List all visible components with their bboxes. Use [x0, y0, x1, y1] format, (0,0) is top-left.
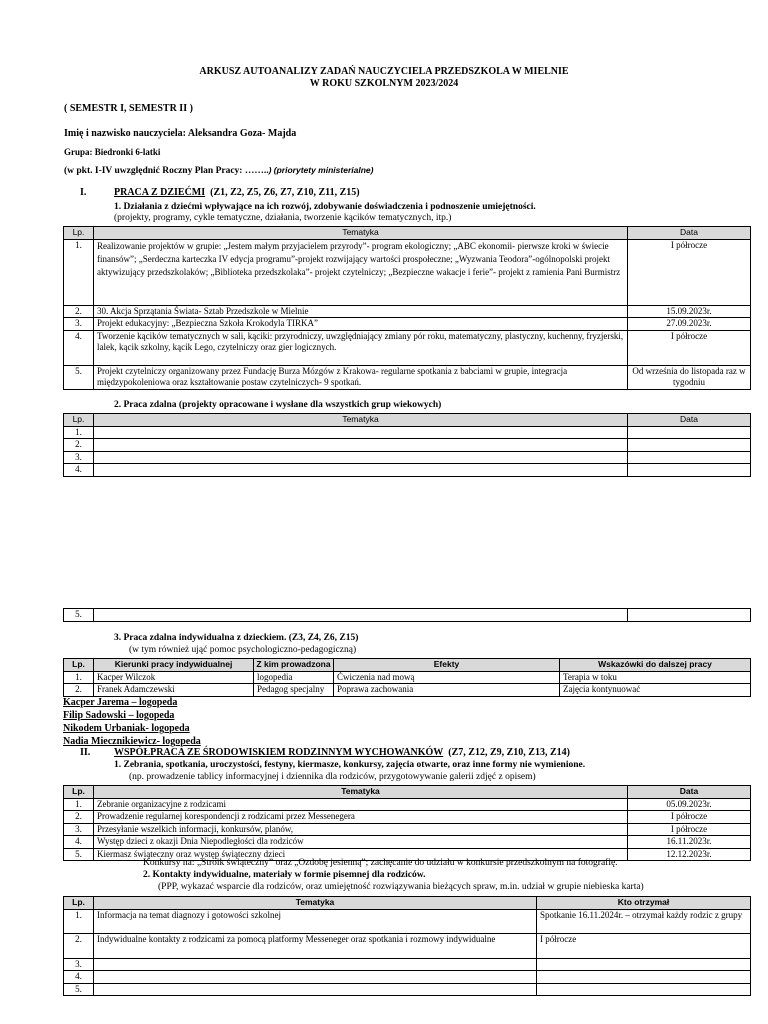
header-lp: Lp.: [64, 659, 94, 672]
section2-sub2-hint: (PPP, wykazać wsparcie dla rodziców, oraz umiejętność rozwiązywania bieżących spraw, m.in. udział w grupie niebieska karta): [158, 882, 644, 892]
document-title-line2: W ROKU SZKOLNYM 2023/2024: [309, 78, 459, 89]
row-with: logopedia: [254, 671, 334, 684]
section2-heading: [114, 747, 570, 759]
table-row: [64, 983, 751, 996]
section1-title: PRACA Z DZIEĆMI: [114, 187, 206, 198]
row-lp: 2.: [64, 933, 94, 958]
table-row: [64, 958, 751, 971]
table-row: [64, 811, 751, 824]
row-topic: 30. Akcja Sprzątania Świata- Sztab Przedszkole w Mielnie: [94, 305, 628, 318]
row-lp: 3.: [64, 823, 94, 836]
section1-codes: (Z1, Z2, Z5, Z6, Z7, Z10, Z11, Z15): [210, 187, 360, 198]
section1-sub2-title: 2. Praca zdalna (projekty opracowane i wysłane dla wszystkich grup wiekowych): [114, 400, 442, 410]
semester-label: ( SEMESTR I, SEMESTR II ): [64, 103, 193, 114]
row-date: I półrocze: [628, 811, 751, 824]
row-lp: 3.: [64, 318, 94, 331]
section1-sub1-hint: (projekty, programy, cykle tematyczne, działania, tworzenie kącików tematycznych, itp.): [114, 213, 452, 223]
table-header-row: [64, 227, 751, 240]
row-lp: 2.: [64, 305, 94, 318]
row-date: I półrocze: [628, 330, 751, 365]
row-topic: Zebranie organizacyjne z rodzicami: [94, 798, 628, 811]
row-date: [628, 426, 751, 439]
header-effects: Efekty: [334, 659, 560, 672]
row-lp: 4.: [64, 330, 94, 365]
row-lp: 1.: [64, 798, 94, 811]
row-date: [628, 451, 751, 464]
section2-table2: [63, 896, 751, 996]
row-lp: 5.: [64, 365, 94, 389]
table-row: [64, 933, 751, 958]
row-topic: [94, 451, 628, 464]
section1-table2-continued: [63, 608, 751, 622]
table-header-row: [64, 414, 751, 427]
table-row: [64, 971, 751, 984]
table-header-row: [64, 786, 751, 799]
speech-list-item: Nikodem Urbaniak- logopeda: [63, 723, 190, 734]
row-tips: Terapia w toku: [560, 671, 751, 684]
header-with-whom: Z kim prowadzona: [254, 659, 334, 672]
section2-title: WSPÓŁPRACA ZE ŚRODOWISKIEM RODZINNYM WYCHOWANKÓW: [114, 747, 444, 758]
row-date: 27.09.2023r.: [628, 318, 751, 331]
header-topic: Tematyka: [94, 227, 628, 240]
row-lp: 4.: [64, 464, 94, 477]
plan-note-bold: (w pkt. I-IV uwzględnić Roczny Plan Pracy: ……..: [64, 166, 269, 176]
section1-sub1-title: 1. Działania z dziećmi wpływające na ich rozwój, zdobywanie doświadczenia i podnoszenie umiejętności.: [114, 202, 536, 212]
row-topic: [94, 464, 628, 477]
row-topic: Tworzenie kącików tematycznych w sali, kąciki: przyrodniczy, uwzględniający zmiany pór roku, matematyczny, plastyczny, kuchenny, fryzjerski, lalek, kącik szkolny, kącik Lego, czytelniczy oraz gier logicznych.: [94, 330, 628, 365]
table-row: [64, 609, 751, 622]
section2-table1: [63, 785, 751, 861]
table-row: [64, 671, 751, 684]
row-lp: 1.: [64, 671, 94, 684]
header-lp: Lp.: [64, 227, 94, 240]
section1-sub3-title: 3. Praca zdalna indywidualna z dzieckiem. (Z3, Z4, Z6, Z15): [114, 633, 359, 643]
row-topic: [94, 426, 628, 439]
table-row: [64, 305, 751, 318]
row-date: [628, 609, 751, 622]
row-date: [628, 464, 751, 477]
row-lp: 1.: [64, 909, 94, 933]
row-effects: Poprawa zachowania: [334, 684, 560, 697]
row-recipient: [537, 971, 751, 984]
header-date: Data: [628, 786, 751, 799]
table-header-row: [64, 897, 751, 910]
header-lp: Lp.: [64, 414, 94, 427]
document-title-line1: ARKUSZ AUTOANALIZY ZADAŃ NAUCZYCIELA PRZEDSZKOLA W MIELNIE: [199, 66, 569, 77]
row-recipient: [537, 958, 751, 971]
row-lp: 3.: [64, 451, 94, 464]
table-row: [64, 464, 751, 477]
row-topic: Przesyłanie wszelkich informacji, konkursów, planów,: [94, 823, 628, 836]
row-topic: Projekt czytelniczy organizowany przez Fundację Burza Mózgów z Krakowa- regularne spotkania z babciami w grupie, integracja międzypokoleniowa oraz kształtowanie postaw czytelniczych- 9 spotkań.: [94, 365, 628, 389]
table-row: [64, 451, 751, 464]
row-topic: [94, 439, 628, 452]
table-row: [64, 330, 751, 365]
header-tips: Wskazówki do dalszej pracy: [560, 659, 751, 672]
row-topic: Występ dzieci z okazji Dnia Niepodległości dla rodziców: [94, 836, 628, 849]
row-with: Pedagog specjalny: [254, 684, 334, 697]
plan-note-italic: ) (priorytety ministerialne): [268, 165, 374, 175]
header-topic: Tematyka: [94, 786, 628, 799]
table-row: [64, 823, 751, 836]
row-date: 16.11.2023r.: [628, 836, 751, 849]
row-topic: [94, 971, 537, 984]
table-row: [64, 318, 751, 331]
table-row: [64, 426, 751, 439]
header-direction: Kierunki pracy indywidualnej: [94, 659, 254, 672]
row-lp: 5.: [64, 983, 94, 996]
row-name: Kacper Wilczok: [94, 671, 254, 684]
row-topic: Projekt edukacyjny: „Bezpieczna Szkoła Krokodyla TIRKA”: [94, 318, 628, 331]
speech-list-item: Filip Sadowski – logopeda: [63, 710, 175, 721]
teacher-name: Imię i nazwisko nauczyciela: Aleksandra Goza- Majda: [64, 128, 297, 139]
row-lp: 1.: [64, 239, 94, 305]
row-tips: Zajęcia kontynuować: [560, 684, 751, 697]
row-date: I półrocze: [628, 239, 751, 305]
speech-list-item: Nadia Miecznikiewicz- logopeda: [63, 736, 201, 747]
row-lp: 5.: [64, 609, 94, 622]
row-date: 15.09.2023r.: [628, 305, 751, 318]
row-recipient: [537, 983, 751, 996]
row-effects: Ćwiczenia nad mową: [334, 671, 560, 684]
table-row: [64, 909, 751, 933]
row-date: 12.12.2023r.: [628, 848, 751, 861]
section2-sub1-hint: (np. prowadzenie tablicy informacyjnej i dziennika dla rodziców, przygotowywanie galerii zdjęć z opisem): [129, 772, 536, 782]
plan-note: [64, 165, 373, 177]
section2-sub1-title: 1. Zebrania, spotkania, uroczystości, festyny, kiermasze, konkursy, zajęcia otwarte, oraz inne formy nie wymienione.: [114, 760, 586, 770]
row-lp: 4.: [64, 836, 94, 849]
row-topic: [94, 958, 537, 971]
row-date: Od września do listopada raz w tygodniu: [628, 365, 751, 389]
table-row: [64, 365, 751, 389]
row-date: 05.09.2023r.: [628, 798, 751, 811]
row-lp: 1.: [64, 426, 94, 439]
row-date: [628, 439, 751, 452]
section2-sub2-title: 2. Kontakty indywidualne, materiały w formie pisemnej dla rodziców.: [143, 870, 426, 880]
row-lp: 2.: [64, 811, 94, 824]
table-row: [64, 439, 751, 452]
row-lp: 3.: [64, 958, 94, 971]
section1-heading: [114, 187, 360, 199]
section1-numeral: I.: [80, 187, 87, 198]
row-topic: Indywidualne kontakty z rodzicami za pomocą platformy Messeneger oraz spotkania i rozmowy indywidualne: [94, 933, 537, 958]
table-row: [64, 684, 751, 697]
row-topic: Informacja na temat diagnozy i gotowości szkolnej: [94, 909, 537, 933]
row-lp: 2.: [64, 684, 94, 697]
header-topic: Tematyka: [94, 414, 628, 427]
table-header-row: [64, 659, 751, 672]
header-date: Data: [628, 227, 751, 240]
table-row: [64, 798, 751, 811]
section1-table2: [63, 413, 751, 477]
table-row: [64, 239, 751, 305]
header-lp: Lp.: [64, 786, 94, 799]
table-row: [64, 836, 751, 849]
row-topic: [94, 983, 537, 996]
section1-table3: [63, 658, 751, 697]
section2-numeral: II.: [80, 747, 91, 758]
row-topic: Prowadzenie regularnej korespondencji z rodzicami przez Messenegera: [94, 811, 628, 824]
row-topic: Realizowanie projektów w grupie: „Jestem małym przyjacielem przyrody”- program ekologiczny; „ABC ekonomii- pierwsze kroki w świecie finansów”; „Serdeczna karteczka IV edycja programu”-projekt rozwijający wartości prospołeczne; „Wyzwania Teodora”-ogólnopolski projekt aktywizujący przedszkolaków; „Biblioteka przedszkolaka”- projekt czytelniczy; „Bezpieczne wakacje i ferie”- projekt z ramienia Pani Burmistrz: [94, 239, 628, 305]
section1-sub3-hint: (w tym również ująć pomoc psychologiczno-pedagogiczną): [129, 645, 357, 655]
header-lp: Lp.: [64, 897, 94, 910]
row-topic: [94, 609, 628, 622]
header-recipient: Kto otrzymał: [537, 897, 751, 910]
group-name: Grupa: Biedronki 6-latki: [64, 147, 161, 157]
header-date: Data: [628, 414, 751, 427]
contest-note: Konkursy na: „Stroik świąteczny” oraz „Ozdobę jesienną”; zachęcanie do udziału w konkursie przedszkolnym na fotografię.: [143, 858, 618, 868]
row-lp: 2.: [64, 439, 94, 452]
row-topic: Kiermasz świąteczny oraz występ świąteczny dzieci: [94, 848, 628, 861]
section1-table1: [63, 226, 751, 390]
header-topic: Tematyka: [94, 897, 537, 910]
row-lp: 5.: [64, 848, 94, 861]
row-name: Franek Adamczewski: [94, 684, 254, 697]
row-recipient: I półrocze: [537, 933, 751, 958]
row-lp: 4.: [64, 971, 94, 984]
speech-list-item: Kacper Jarema – logopeda: [63, 697, 178, 708]
row-date: I półrocze: [628, 823, 751, 836]
section2-codes: (Z7, Z12, Z9, Z10, Z13, Z14): [448, 747, 570, 758]
row-recipient: Spotkanie 16.11.2024r. – otrzymał każdy rodzic z grupy: [537, 909, 751, 933]
